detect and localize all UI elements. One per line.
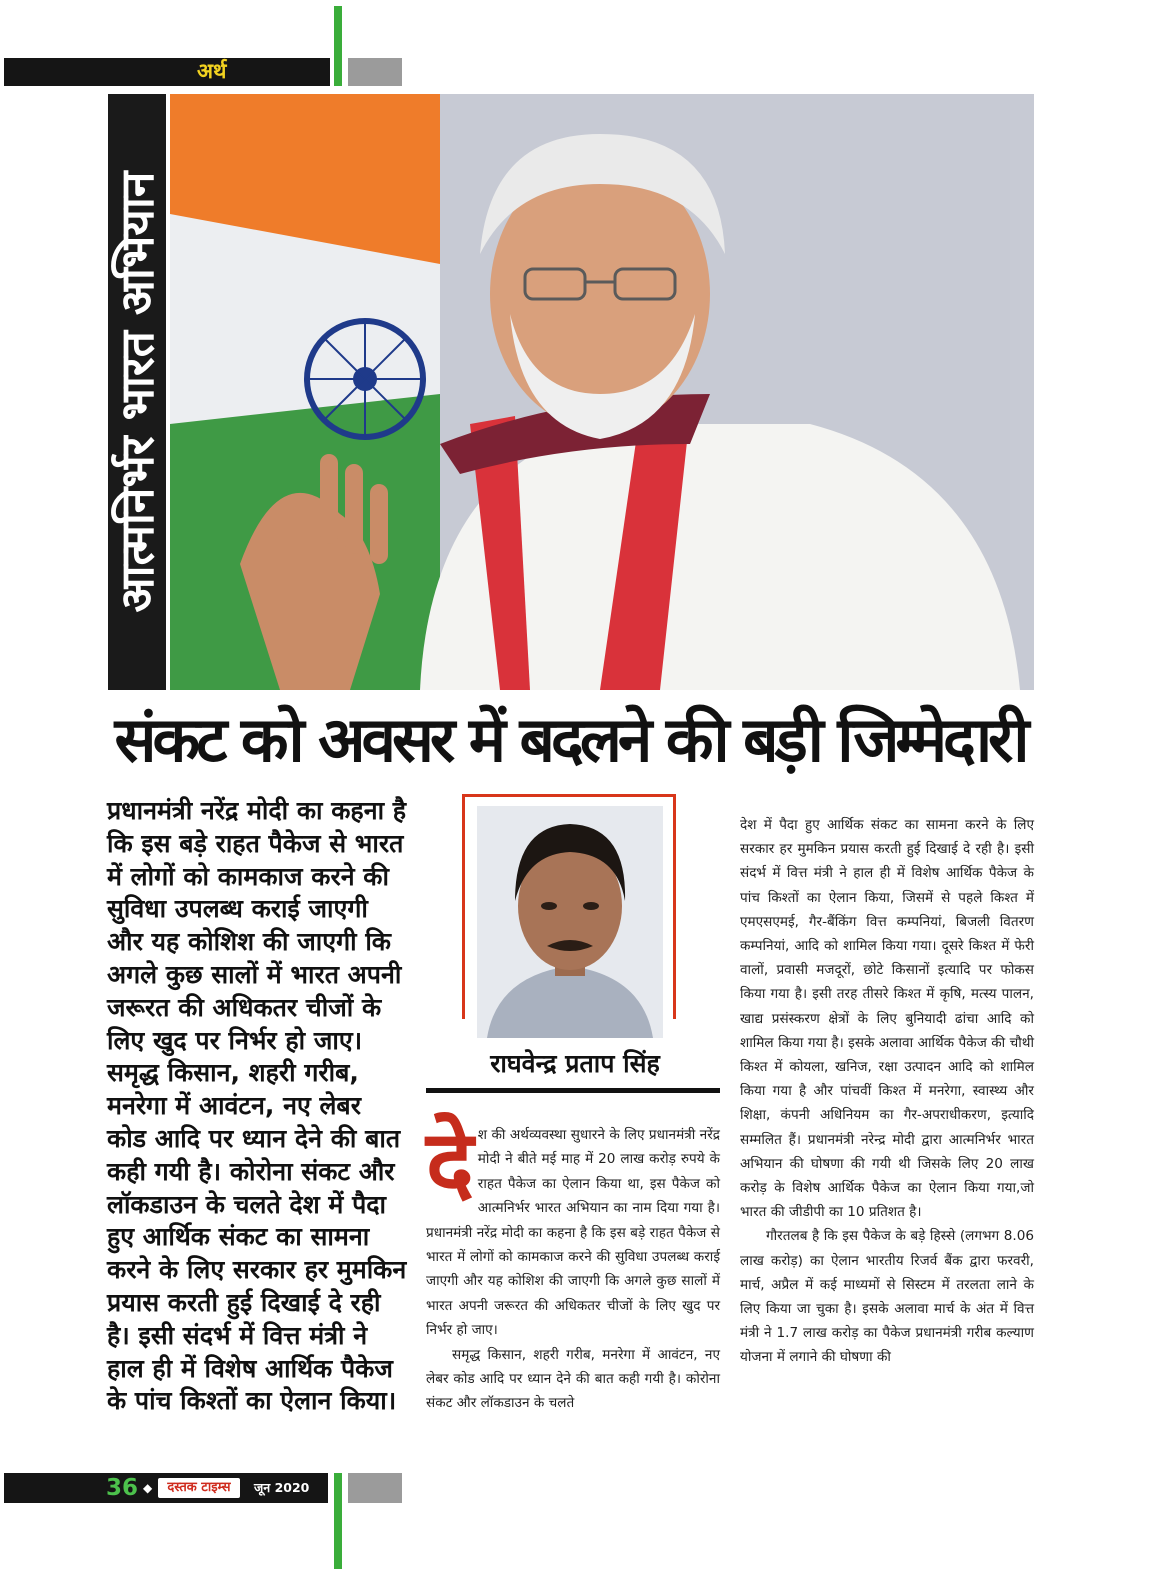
body-paragraph: देश में पैदा हुए आर्थिक संकट का सामना करने के लिए सरकार हर मुमकिन प्रयास करती हुई दिखाई दे रही है। इसी संदर्भ में वित्त मंत्री ने हाल ही में विशेष आर्थिक पैकेज के पांच किश्तों का ऐलान किया, जिसमें से पहले किश्त में एमएसएमई, गैर-बैंकिंग वित्त कम्पनियां, बिजली वितरण कम्पनियां, आदि को शामिल किया गया। दूसरे किश्त में फेरी वालों, प्रवासी मजदूरों, छोटे किसानों इत्यादि पर फोकस किया गया है। इसी तरह तीसरे किश्त में कृषि, मत्स्य पालन, खाद्य प्रसंस्करण क्षेत्रों के लिए बुनियादी ढांचा आदि को शामिल किया गया है। इसके अलावा आर्थिक पैकेज की चौथी किश्त में कोयला, खनिज, रक्षा उत्पादन आदि को शामिल किया गया है और पांचवीं किश्त में मनरेगा, स्वास्थ्य और शिक्षा, कंपनी अधिनियम का गैर-अपराधीकरण, इत्यादि सम्मलित हैं। प्रधानमंत्री नरेन्द्र मोदी द्वारा आत्मनिर्भर भारत अभियान की घोषणा की गयी थी जिसके लिए 20 लाख करोड़ के विशेष आर्थिक पैकेज का ऐलान किया गया,जो भारत की जीडीपी का 10 प्रतिशत है। <box>740 817 1034 1221</box>
gray-accent-block <box>348 58 402 86</box>
body-column-middle <box>426 1110 720 1416</box>
green-accent-line <box>334 6 342 86</box>
author-portrait <box>477 806 663 1038</box>
prime-minister-photo <box>170 94 1034 690</box>
campaign-banner <box>108 94 166 690</box>
bullet-icon: ◆ <box>143 1481 153 1495</box>
body-paragraph: गौरतलब है कि इस पैकेज के बड़े हिस्से (लगभग 8.06 लाख करोड़) का ऐलान भारतीय रिजर्व बैंक द्वारा फरवरी, मार्च, अप्रैल में कई माध्यमों से सिस्टम में तरलता लाने के लिए किया जा चुका है। इसके अलावा मार्च के अंत में वित्त मंत्री ने 1.7 लाख करोड़ का पैकेज प्रधानमंत्री गरीब कल्याण योजना में लगाने की घोषणा की <box>740 1228 1034 1366</box>
section-label: अर्थ <box>197 59 227 83</box>
green-accent-line <box>334 1473 342 1569</box>
author-name: राघवेन्द्र प्रताप सिंह <box>490 1049 660 1078</box>
body-column-right <box>740 813 1034 1370</box>
author-divider <box>426 1088 720 1093</box>
page-number: 36 <box>106 1475 139 1501</box>
pull-quote-column <box>107 795 407 1418</box>
section-bar <box>4 58 330 86</box>
campaign-title: आत्मनिर्भर भारत अभियान <box>110 171 164 613</box>
article-headline: संकट को अवसर में बदलने की बड़ी जिम्मेदारी <box>114 703 1026 776</box>
gray-accent-block <box>348 1473 402 1503</box>
drop-cap: दे <box>426 1110 474 1216</box>
hero-photo <box>170 94 1034 690</box>
issue-date: जून 2020 <box>254 1480 310 1495</box>
body-paragraph <box>426 1110 720 1343</box>
author-photo <box>477 806 663 1038</box>
pull-quote: प्रधानमंत्री नरेंद्र मोदी का कहना है कि इस बड़े राहत पैकेज से भारत में लोगों को कामकाज करने की सुविधा उपलब्ध कराई जाएगी और यह कोशिश की जाएगी कि अगले कुछ सालों में भारत अपनी जरूरत की अधिकतर चीजों के लिए खुद पर निर्भर हो जाए। समृद्ध किसान, शहरी गरीब, मनरेगा में आवंटन, नए लेबर कोड आदि पर ध्यान देने की बात कही गयी है। कोरोना संकट और लॉकडाउन के चलते देश में पैदा हुए आर्थिक संकट का सामना करने के लिए सरकार हर मुमकिन प्रयास करती हुई दिखाई दे रही है। इसी संदर्भ में वित्त मंत्री ने हाल ही में विशेष आर्थिक पैकेज के पांच किश्तों का ऐलान किया। <box>107 796 407 1416</box>
body-text: श की अर्थव्यवस्था सुधारने के लिए प्रधानमंत्री नरेंद्र मोदी ने बीते मई माह में 20 लाख करोड़ रुपये के राहत पैकेज का ऐलान किया था, इस पैकेज को आत्मनिर्भर भारत अभियान का नाम दिया गया है। प्रधानमंत्री नरेंद्र मोदी का कहना है कि इस बड़े राहत पैकेज से भारत में लोगों को कामकाज करने की सुविधा उपलब्ध कराई जाएगी और यह कोशिश की जाएगी कि अगले कुछ सालों में भारत अपनी जरूरत की अधिकतर चीजों के लिए खुद पर निर्भर हो जाए। <box>426 1127 720 1339</box>
body-paragraph: समृद्ध किसान, शहरी गरीब, मनरेगा में आवंटन, नए लेबर कोड आदि पर ध्यान देने की बात कही गयी है। कोरोना संकट और लॉकडाउन के चलते <box>426 1346 720 1412</box>
magazine-logo: दस्तक टाइम्स <box>158 1478 240 1498</box>
